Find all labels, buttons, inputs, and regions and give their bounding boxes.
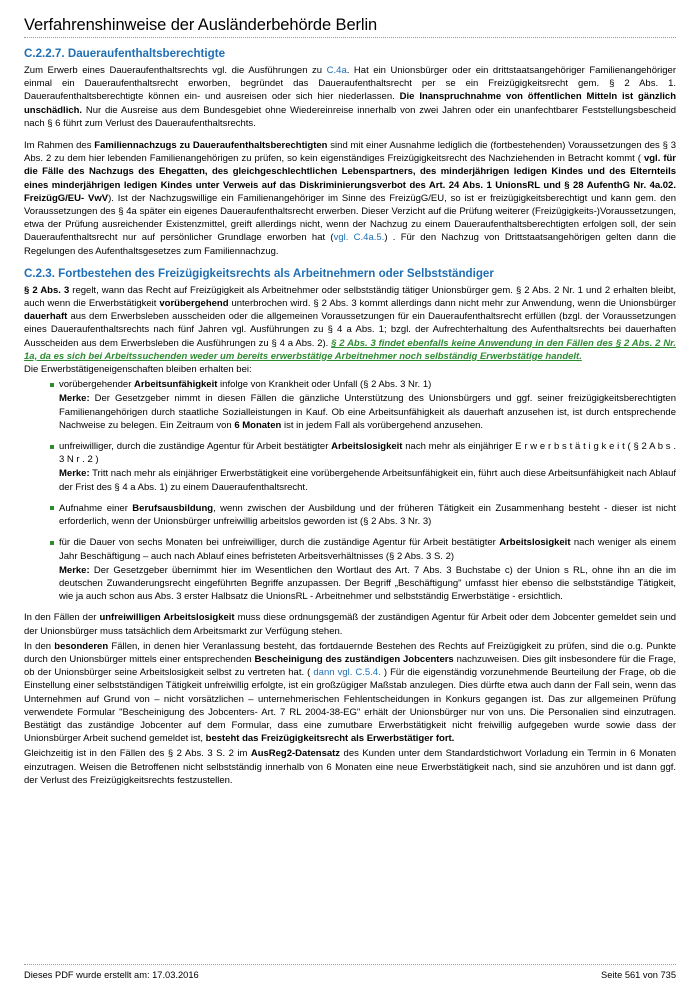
merke-text: Der Gesetzgeber übernimmt hier im Wesentlichen den Wortlaut des Art. 7 Abs. 3 Buchstabe c) der Union s RL, ohne ihn an die im deutschen Zuwanderungsrecht eingeführten Begriffe anzupassen. Der Begriff „Beschäftigung" umfasst hier ebenso die selbstständige Tätigkeit, wie ja auch schon aus Abs. 3 erster Halbsatz die UnionsRL - Arbeitnehmer und selbstständig Erwerbstätige - ersichtlich. — [59, 564, 676, 603]
paragraph-intro-list — [24, 363, 676, 376]
list-item — [50, 502, 676, 528]
list-item-lead: vorübergehender Arbeitsunfähigkeit infolge von Krankheit oder Unfall (§ 2 Abs. 3 Nr. 1) — [59, 379, 432, 391]
text-run-bold: Familiennachzugs zu Daueraufenthaltsberechtigten — [94, 140, 328, 152]
merke-block — [59, 564, 676, 604]
text-run: Zum Erwerb eines Daueraufenthaltsrechts vgl. die Ausführungen zu — [24, 65, 327, 76]
text-run-bold: § 2 Abs. 3 — [24, 284, 70, 296]
paragraph-ausreg2 — [24, 747, 676, 787]
text-run: In den — [24, 640, 55, 652]
merke-label: Merke: — [59, 564, 90, 576]
paragraph-familiennachzug — [24, 139, 676, 258]
text-run-bold: Bescheinigung des zuständigen Jobcenters — [254, 653, 454, 665]
footer-page-number: Seite 561 von 735 — [601, 970, 676, 980]
page-footer — [24, 964, 676, 980]
list-item — [50, 378, 676, 432]
link-c4a5[interactable]: vgl. C.4a.5. — [333, 232, 385, 244]
paragraph-para2abs3 — [24, 284, 676, 363]
footer-created-date: Dieses PDF wurde erstellt am: 17.03.2016 — [24, 970, 199, 980]
text-run-highlight-green: § 2 Abs. 3 findet ebenfalls keine Anwendung in den Fällen des § 2 Abs. 2 Nr. 1a, da es sich bei Arbeitssuchenden weder um bereits erwerbstätige Arbeitnehmer noch selbständig Erwerbstätige handelt. — [24, 337, 676, 362]
text-run-bold: Die Inanspruchnahme von öffentlichen Mitteln ist gänzlich unschädlich. — [24, 91, 676, 116]
text-run: Im Rahmen des — [24, 140, 95, 152]
text-run: ) . Für den Nachzug von Drittstaatsangehörigen gelten dann die Regelungen des Aufenthaltsgesetzes zum Familiennachzug. — [24, 232, 676, 257]
text-run: ). Ist der Nachzugswillige ein Familienangehöriger im Sinne des FreizügG/EU, so ist er freizügigkeitsberechtigt und kann gem. den Voraussetzungen des § 4a später ein eigenes Daueraufenthaltsrecht erwerben. Dieser Verzicht auf die Prüfung weiterer (Freizügigkeits-)Voraussetzungen, etwa der Prüfung ausreichender Existenzmittel, greift allerdings nicht, wenn der Nachzug zu einem Daueraufenthaltsberechtigten erfolgen soll, der sein Daueraufenthaltsrecht nur auf persönlicher Grundlage erworben hat ( — [24, 192, 676, 244]
text-run-bold: vorübergehend — [159, 298, 229, 310]
text-run: muss diese ordnungsgemäß der zuständigen Agentur für Arbeit oder dem Jobcenter gemeldet sein und der Unionsbürger muss tatsächlich dem Arbeitsmarkt zur Verfügung stehen. — [24, 612, 677, 637]
text-run: ) Für die eigenständig vorzunehmende Beurteilung der Frage, ob die Einstellung einer selbstständigen Tätigkeit unfreiwillig erfolgte, ist ein großzügiger Maßstab anzulegen. Dies dürfte etwa auch dann der Fall sein, wenn das Unternehmen auf Grund von – nicht vorsätzlichen – unternehmerischen Fehlentscheidungen in Konkurs gegangen ist. Das zur allgemeinen Prüfung verwendete Formular "Bescheinigung des Jobcenters- Art. 7 RL 2004-38-EG" erhält der Unionsbürger nur von uns. Die Personalien sind einzutragen. Bestätigt das zuständige Jobcenter auf dem Formular, dass eine zumutbare Erwerbstätigkeit nicht freiwillig aufgegeben wurde sowie dass der Unionsbürger Arbeit suchend gemeldet ist, — [24, 667, 676, 745]
page-title: Verfahrenshinweise der Ausländerbehörde Berlin — [24, 16, 378, 34]
merke-text: Der Gesetzgeber nimmt in diesen Fällen die gänzliche Unterstützung des Unionsbürgers und ggf. seiner freizügigkeitsberechtigten Familienangehörigen durch staatliche Sozialleistungen in Kauf. Ob eine Arbeitsunfähigkeit als dauerhaft anzusehen ist, ist durch entsprechende Nachweise zu belegen. Ein Zeitraum von 6 Monaten ist in jedem Fall als vorübergehend anzusehen. — [59, 393, 676, 431]
text-run: Nur die Ausreise aus dem Bundesgebiet ohne Wiedereinreise innerhalb von zwei Jahren oder ein unanfechtbarer Feststellungsbescheid nach § 6 führt zum Verlust des Daueraufenthaltsrechts. — [24, 104, 676, 129]
merke-block — [59, 392, 676, 432]
title-divider — [24, 37, 676, 38]
text-run: Fällen, in denen hier Veranlassung besteht, das fortdauernde Bestehen des Rechts auf Freizügigkeit zu prüfen, sind die o.g. Punkte durch den Unionsbürger mittels einer entsprechenden — [24, 640, 676, 665]
text-run: nachzuweisen. Dies gilt insbesondere für die Frage, ob der Unionsbürger seine Arbeitslosigkeit selbst zu vertreten hat. ( — [24, 653, 676, 679]
list-item — [50, 440, 676, 494]
text-run: . Hat ein Unionsbürger oder ein drittstaatsangehöriger Familienangehöriger einmal ein Daueraufenthaltsrecht erworben, begründet das Daueraufenthaltsrecht per se ein Freizügigkeitsrecht gem. § 2 Abs. 1. Daueraufenthaltsberechtigte können ein- und ausreisen oder sich hier niederlassen. — [24, 65, 676, 103]
text-run-bold: besteht das Freizügigkeitsrecht als Erwerbstätiger fort. — [205, 733, 455, 745]
text-run: unterbrochen wird. § 2 Abs. 3 kommt allerdings dann nicht mehr zur Anwendung, wenn die Unionsbürger — [228, 298, 676, 310]
text-run-bold: AusReg2-Datensatz — [250, 748, 341, 760]
list-erwerbstaetigeneigenschaften — [24, 378, 676, 603]
paragraph-daueraufenthaltsrecht — [24, 64, 676, 130]
footer-divider — [24, 964, 676, 965]
link-c54[interactable]: dann vgl. C.5.4. — [313, 667, 381, 679]
merke-text: Tritt nach mehr als einjähriger Erwerbstätigkeit eine vorübergehende Arbeitsunfähigkeit ein, führt auch diese Arbeitsunfähigkeit nach Ablauf der Frist des § 4 a Abs. 1) zu einem Daueraufenthaltsrecht. — [59, 468, 677, 493]
text-run: sind mit einer Ausnahme lediglich die (fortbestehenden) Voraussetzungen des § 3 Abs. 2 zu dem hier lebenden Familienangehörigen zu prüfen, so kein eigenständiges Freizügigkeitsrecht des Nachziehenden in Betracht kommt ( — [24, 140, 677, 165]
text-run: des Kunden unter dem Standardstichwort Vorladung ein Termin in 6 Monaten einzutragen. Weisen die Betroffenen nicht selbstständig innerhalb von 6 Monaten eine neue Erwerbstätigkeit nach, sind sie anzuhören und ist dann ggf. der Verlust des Freizügigkeitsrechts festzustellen. — [24, 748, 676, 786]
list-item-lead: für die Dauer von sechs Monaten bei unfreiwilliger, durch die zuständige Agentur für Arbeit bestätigter Arbeitslosigkeit nach weniger als einem Jahr Beschäftigung – auch nach Ablauf eines befristeten Arbeitsverhältnisses (§ 2 Abs. 3 S. 2) — [59, 537, 676, 562]
list-item-lead: Aufnahme einer Berufsausbildung, wenn zwischen der Ausbildung und der früheren Tätigkeit ein Zusammenhang besteht - dieser ist nicht erforderlich, wenn der Unionsbürger unfreiwillig arbeitslos geworden ist (§ 2 Abs. 3 Nr. 3) — [59, 502, 676, 528]
text-run-bold: unfreiwilligen Arbeitslosigkeit — [99, 612, 235, 624]
paragraph-besondere-faelle — [24, 640, 676, 746]
list-item — [50, 536, 676, 603]
text-run: regelt, wann das Recht auf Freizügigkeit als Arbeitnehmer oder selbstständig tätiger Unionsbürger gem. § 2 Abs. 2 Nr. 1 und 2 erhalten bleibt, auch wenn die Erwerbstätigkeit — [24, 284, 676, 310]
paragraph-unfreiwillige-arbeitslosigkeit — [24, 611, 676, 637]
text-run: Gleichzeitig ist in den Fällen des § 2 Abs. 3 S. 2 im — [24, 748, 251, 760]
merke-label: Merke: — [59, 393, 90, 405]
text-run: aus dem Erwerbsleben ausscheiden oder die allgemeinen Voraussetzungen für ein Daueraufenthaltsrecht erfüllen (bzgl. der Voraussetzungen eines Daueraufenthaltsrechts nach fünf Jahren vgl. Ausführungen zu § 4 a Abs. 1; bzgl. der Aufrechterhaltung des Aufenthaltsrechts bei dauerhaften Ausscheiden aus dem Erwerbsleben die Ausführungen zu § 4 a Abs. 2). — [24, 311, 676, 349]
text-run-bold: besonderen — [54, 640, 109, 652]
section-heading-c23: C.2.3. Fortbestehen des Freizügigkeitsrechts als Arbeitnehmern oder Selbstständiger — [24, 266, 494, 280]
merke-block — [59, 467, 676, 493]
text-run: Die Erwerbstätigeneigenschaften bleiben erhalten bei: — [24, 364, 252, 376]
merke-label: Merke: — [59, 468, 90, 480]
link-c4a[interactable]: C.4a — [326, 65, 347, 76]
section-heading-c227: C.2.2.7. Daueraufenthaltsberechtigte — [24, 47, 226, 60]
list-item-lead: unfreiwilliger, durch die zuständige Agentur für Arbeit bestätigter Arbeitslosigkeit nach mehr als einjähriger E r w e r b s t ä t i g k e i t ( § 2 A b s . 3 N r . 2 ) — [59, 441, 676, 466]
text-run-bold: vgl. für die Fälle des Nachzugs des Ehegatten, des gleichgeschlechtlichen Lebenspartners, des minderjährigen ledigen Kindes und des Elternteils eines minderjährigen ledigen Kindes unter Verweis auf das Diskriminierungsverbot des Art. 24 Abs. 1 UnionsRL und § 28 AufenthG Nr. 4a.02. FreizügG/EU- VwV — [24, 153, 676, 204]
text-run-bold: dauerhaft — [24, 311, 68, 323]
text-run: In den Fällen der — [24, 612, 100, 624]
